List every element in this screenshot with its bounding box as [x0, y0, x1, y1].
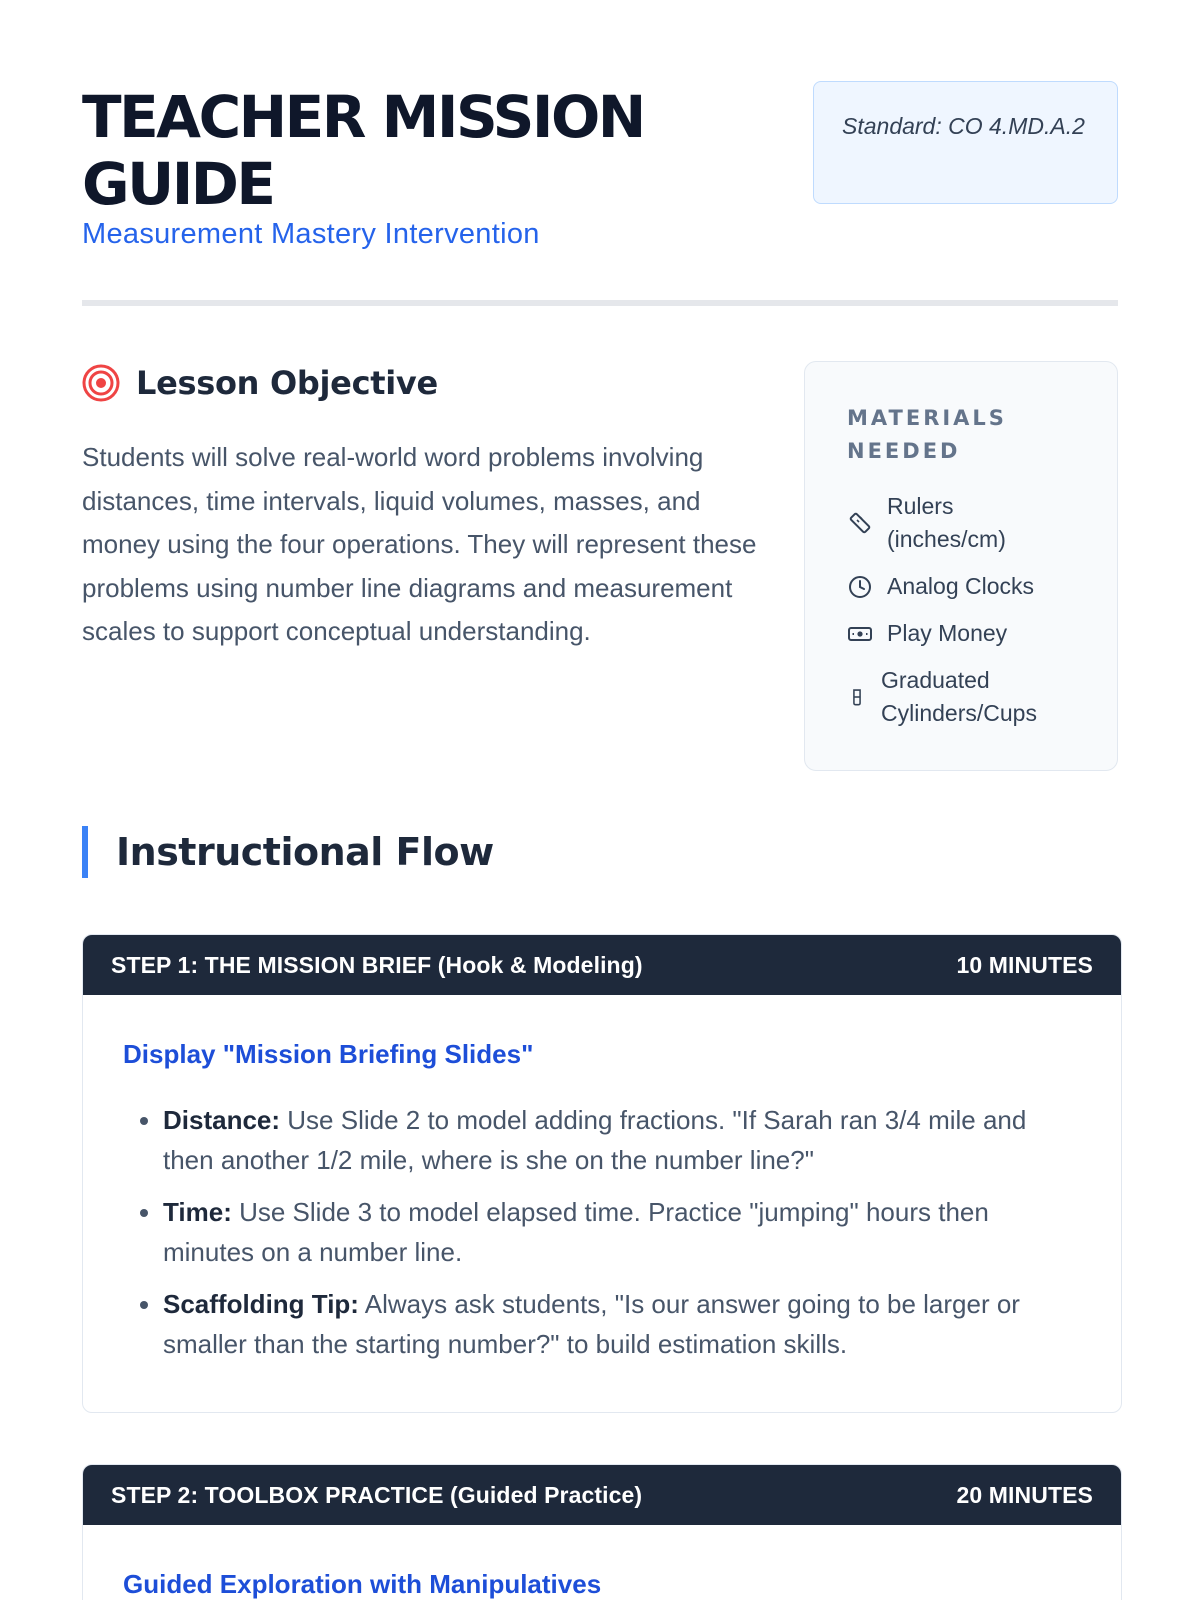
lesson-objective	[82, 364, 762, 654]
step-duration: 10 MINUTES	[956, 951, 1093, 978]
ruler-icon	[847, 510, 873, 536]
standard-badge: Standard: CO 4.MD.A.2	[813, 81, 1118, 204]
materials-title: MATERIALS NEEDED	[847, 406, 1007, 463]
step-card-2	[82, 1464, 1122, 1600]
list-item	[847, 490, 1077, 556]
instructional-flow-heading	[82, 826, 494, 878]
step-subheading: Display "Mission Briefing Slides"	[123, 1039, 534, 1069]
material-label: Rulers (inches/cm)	[887, 493, 1006, 552]
clock-icon	[847, 574, 873, 600]
list-item	[847, 617, 1077, 650]
step-subheading: Guided Exploration with Manipulatives	[123, 1569, 602, 1599]
bullet-text: Always ask students, "Is our answer going to be larger or smaller than the starting number?" to build estimation skills.	[163, 1289, 1020, 1359]
bullet-label: Scaffolding Tip:	[163, 1289, 359, 1319]
step-header	[83, 1465, 1121, 1525]
target-icon	[82, 364, 120, 402]
step-duration: 20 MINUTES	[956, 1481, 1093, 1508]
step-title: STEP 2: TOOLBOX PRACTICE (Guided Practice)	[111, 1481, 643, 1508]
material-label: Graduated Cylinders/Cups	[881, 667, 1037, 726]
bullet-text: Use Slide 2 to model adding fractions. "If Sarah ran 3/4 mile and then another 1/2 mile, where is she on the number line?"	[163, 1105, 1027, 1175]
step-card-1	[82, 934, 1122, 1413]
list-item	[163, 1192, 1081, 1272]
list-item	[847, 664, 1077, 730]
beaker-icon	[847, 687, 867, 707]
header-divider	[82, 300, 1118, 306]
step-body	[83, 1525, 1121, 1600]
step-header	[83, 935, 1121, 995]
money-icon	[847, 621, 873, 647]
objective-heading-row	[82, 364, 762, 402]
bullet-text: Use Slide 3 to model elapsed time. Practice "jumping" hours then minutes on a number line.	[163, 1197, 989, 1267]
objective-heading: Lesson Objective	[136, 364, 438, 402]
materials-list	[847, 490, 1077, 730]
material-label: Play Money	[887, 620, 1008, 646]
list-item	[163, 1100, 1081, 1180]
objective-text: Students will solve real-world word problems involving distances, time intervals, liquid volumes, masses, and money using the four operations. They will represent these problems using number line diagrams and measurement scales to support conceptual understanding.	[82, 442, 757, 646]
bullet-label: Time:	[163, 1197, 232, 1227]
step-bullets	[123, 1100, 1081, 1364]
page-subtitle: Measurement Mastery Intervention	[82, 218, 540, 250]
bullet-label: Distance:	[163, 1105, 281, 1135]
step-title: STEP 1: THE MISSION BRIEF (Hook & Modeling)	[111, 951, 643, 978]
page-title: TEACHER MISSION GUIDE	[82, 83, 644, 218]
list-item	[163, 1284, 1081, 1364]
step-body	[83, 995, 1121, 1412]
list-item	[847, 570, 1077, 603]
materials-panel	[804, 361, 1118, 771]
material-label: Analog Clocks	[887, 573, 1035, 599]
flow-title: Instructional Flow	[116, 830, 494, 874]
header	[82, 0, 1118, 308]
